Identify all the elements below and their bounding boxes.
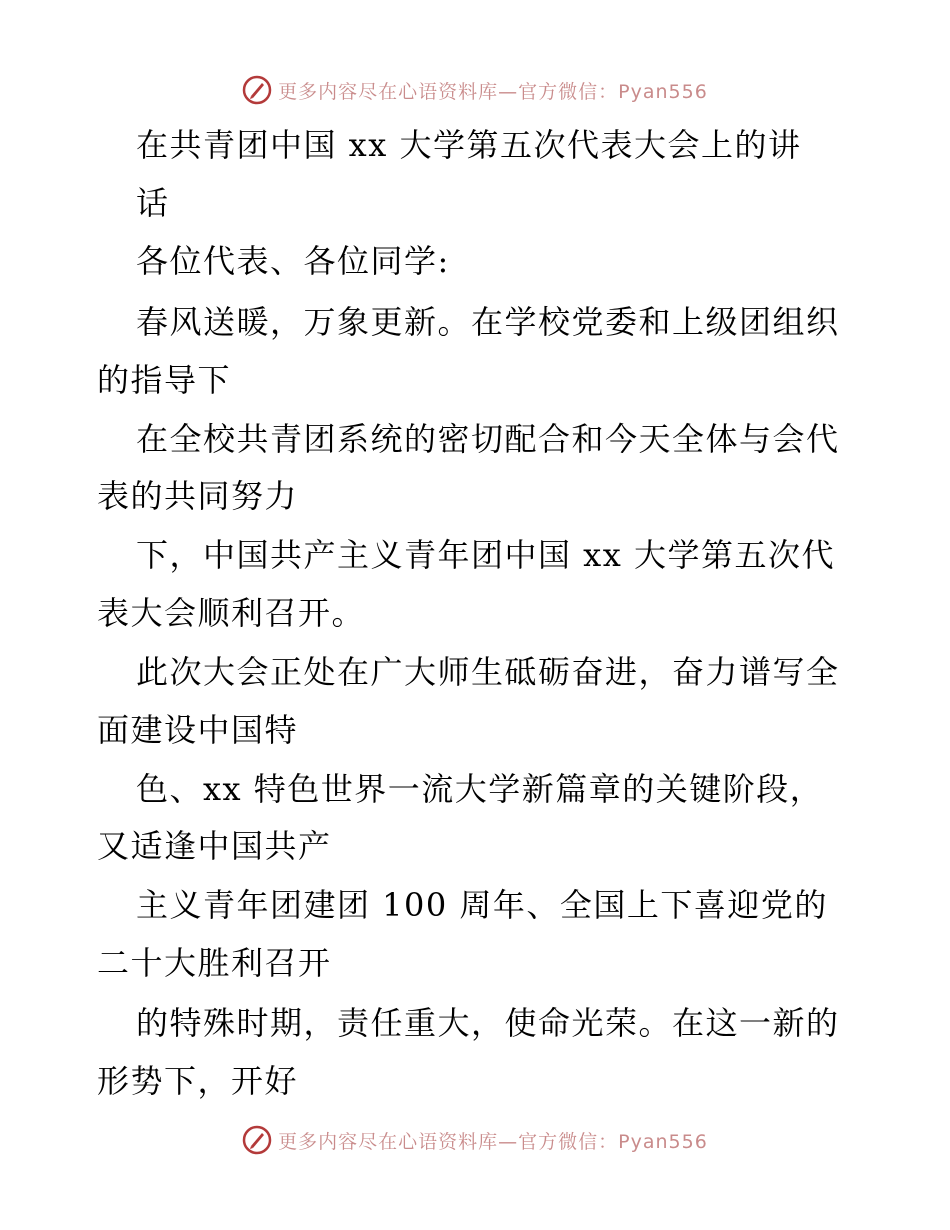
text-line: 主义青年团建团 100 周年、全国上下喜迎党的 <box>136 886 828 924</box>
text-line: 二十大胜利召开 <box>97 944 332 982</box>
text-line: 表的共同努力 <box>97 477 299 515</box>
text-line: 表大会顺利召开。 <box>97 594 366 632</box>
text-line: 在共青团中国 xx 大学第五次代表大会上的讲 <box>136 126 802 164</box>
text-line: 形势下，开好 <box>97 1062 299 1100</box>
footer-watermark <box>0 1120 950 1160</box>
text-line: 此次大会正处在广大师生砥砺奋进，奋力谱写全 <box>136 653 840 691</box>
text-line: 各位代表、各位同学: <box>136 242 450 280</box>
text-line: 的特殊时期，责任重大，使命光荣。在这一新的 <box>136 1004 840 1042</box>
text-line: 下，中国共产主义青年团中国 xx 大学第五次代 <box>136 536 835 574</box>
quill-logo-icon <box>242 75 272 105</box>
text-line: 春风送暖，万象更新。在学校党委和上级团组织 <box>136 303 840 341</box>
header-watermark <box>0 70 950 110</box>
text-line: 色、xx 特色世界一流大学新篇章的关键阶段， <box>136 770 824 808</box>
text-line: 面建设中国特 <box>97 711 299 749</box>
watermark-text: 更多内容尽在心语资料库—官方微信：Pyan556 <box>278 80 708 103</box>
watermark-text: 更多内容尽在心语资料库—官方微信：Pyan556 <box>278 1130 708 1153</box>
text-line: 又适逢中国共产 <box>97 827 332 865</box>
quill-logo-icon <box>242 1125 272 1155</box>
text-line: 话 <box>136 184 170 222</box>
text-line: 在全校共青团系统的密切配合和今天全体与会代 <box>136 420 840 458</box>
text-line: 的指导下 <box>97 361 232 399</box>
